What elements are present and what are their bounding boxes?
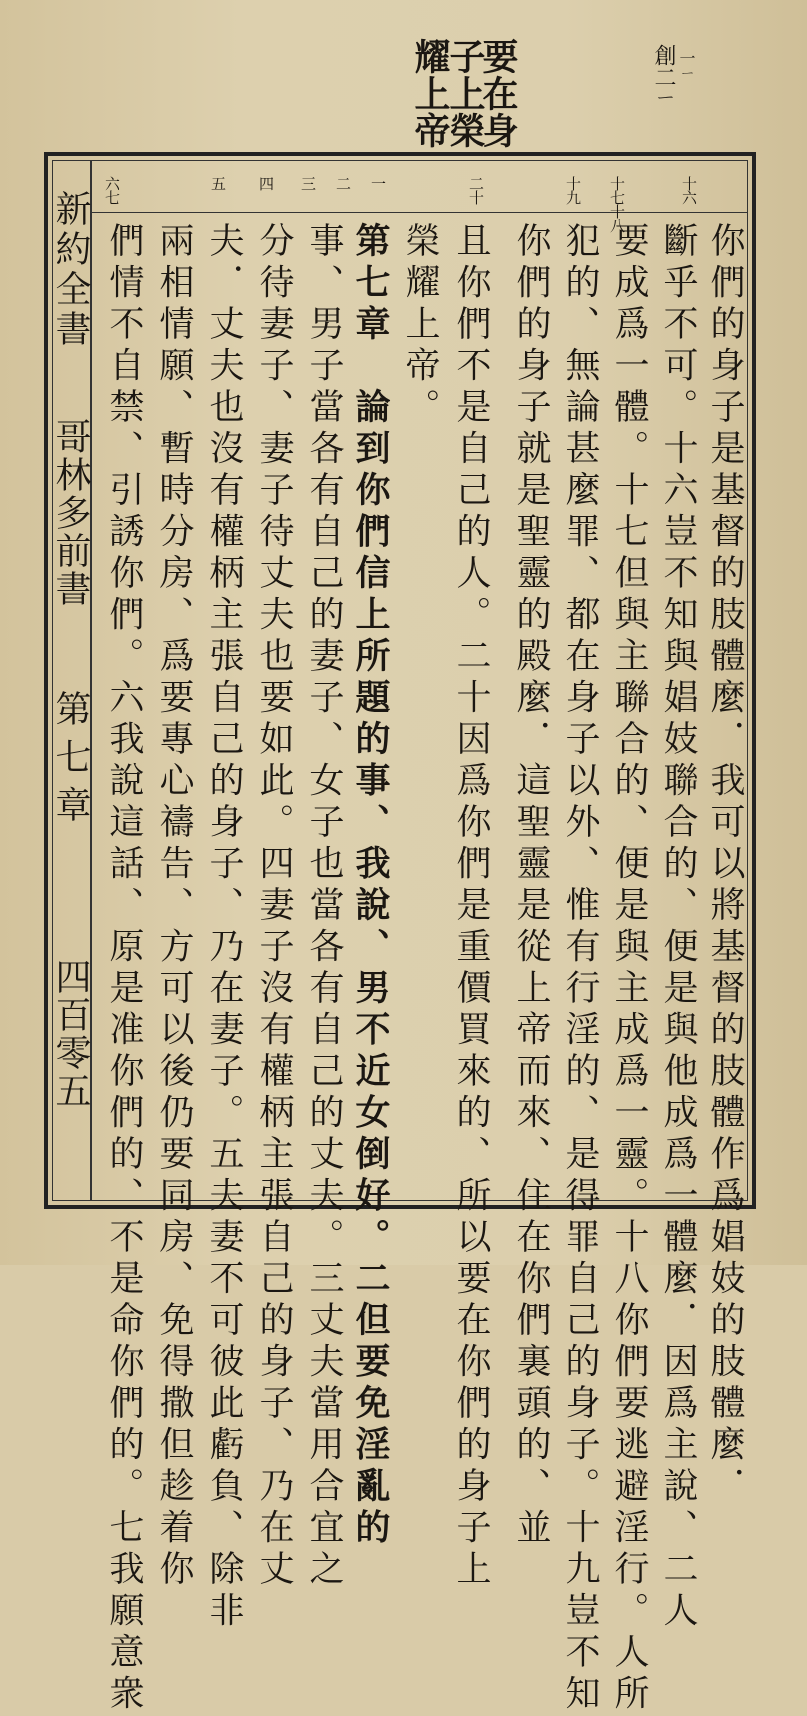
text-column-10: 分待妻子、妻子待丈夫也要如此。四妻子沒有權柄主張自己的身子、乃在丈 — [254, 222, 294, 1592]
verse-number: 六七 — [103, 176, 121, 204]
cross-reference: 創二ㄧ — [651, 44, 676, 106]
chapter-heading-column: 第七章 論到你們信上所題的事、我說、男不近女倒好。二但要免淫亂的 — [350, 222, 391, 1550]
text-column-1: 你們的身子是基督的肢體麼．我可以將基督的肢體作爲娼妓的肢體麼． — [705, 222, 745, 1509]
verse-number: 四 — [257, 176, 275, 190]
text-column-6: 且你們不是自己的人。二十因爲你們是重價買來的、所以要在你們的身子上 — [451, 222, 491, 1592]
running-title-epistle: 哥林多前書 — [50, 418, 91, 608]
text-column-2: 斷乎不可。十六豈不知與娼妓聯合的、便是與他成爲一體麼．因爲主說、二人 — [658, 222, 698, 1633]
verse-strip-divider — [90, 212, 748, 213]
verse-number: 十六 — [680, 176, 698, 204]
text-column-3: 要成爲一體。十七但與主聯合的、便是與主成爲一靈。十八你們要逃避淫行。人所 — [609, 222, 649, 1716]
text-column-4: 犯的、無論甚麼罪、都在身子以外、惟有行淫的、是得罪自己的身子。十九豈不知 — [560, 222, 600, 1716]
text-column-9: 事、男子當各有自己的妻子、女子也當各有自己的丈夫。三丈夫當用合宜之 — [304, 222, 344, 1592]
page-number: 四百零五 — [50, 958, 91, 1110]
verse-number: 十七十八 — [608, 176, 626, 232]
margin-note-line-2: 子上榮 — [444, 38, 486, 149]
running-title-book: 新約全書 — [50, 190, 91, 350]
text-column-5: 你們的身子就是聖靈的殿麼．這聖靈是從上帝而來、住在你們裏頭的、並 — [511, 222, 551, 1550]
text-column-12: 兩相情願、暫時分房、爲要專心禱告、方可以後仍要同房、免得撒但趁着你 — [154, 222, 194, 1592]
verse-number: 二 — [334, 176, 352, 190]
text-column-7: 榮耀上帝。 — [400, 222, 440, 430]
verse-number: 二十 — [467, 176, 485, 204]
text-column-11: 夫．丈夫也沒有權柄主張自己的身子、乃在妻子。五夫妻不可彼此虧負、除非 — [204, 222, 244, 1633]
verse-number: 五 — [209, 176, 227, 190]
cross-reference-number: 一ㄧ — [677, 50, 696, 79]
verse-number: 十九 — [564, 176, 582, 204]
text-column-13: 們情不自禁、引誘你們。六我說這話、原是准你們的、不是命你們的。七我願意衆 — [104, 222, 144, 1716]
verse-number: 一 — [369, 176, 387, 190]
margin-note-line-1: 要在身 — [477, 38, 519, 149]
running-title-chapter: 第七章 — [50, 690, 91, 834]
verse-number: 三 — [299, 176, 317, 190]
margin-note-line-3: 耀上帝 — [409, 38, 451, 149]
